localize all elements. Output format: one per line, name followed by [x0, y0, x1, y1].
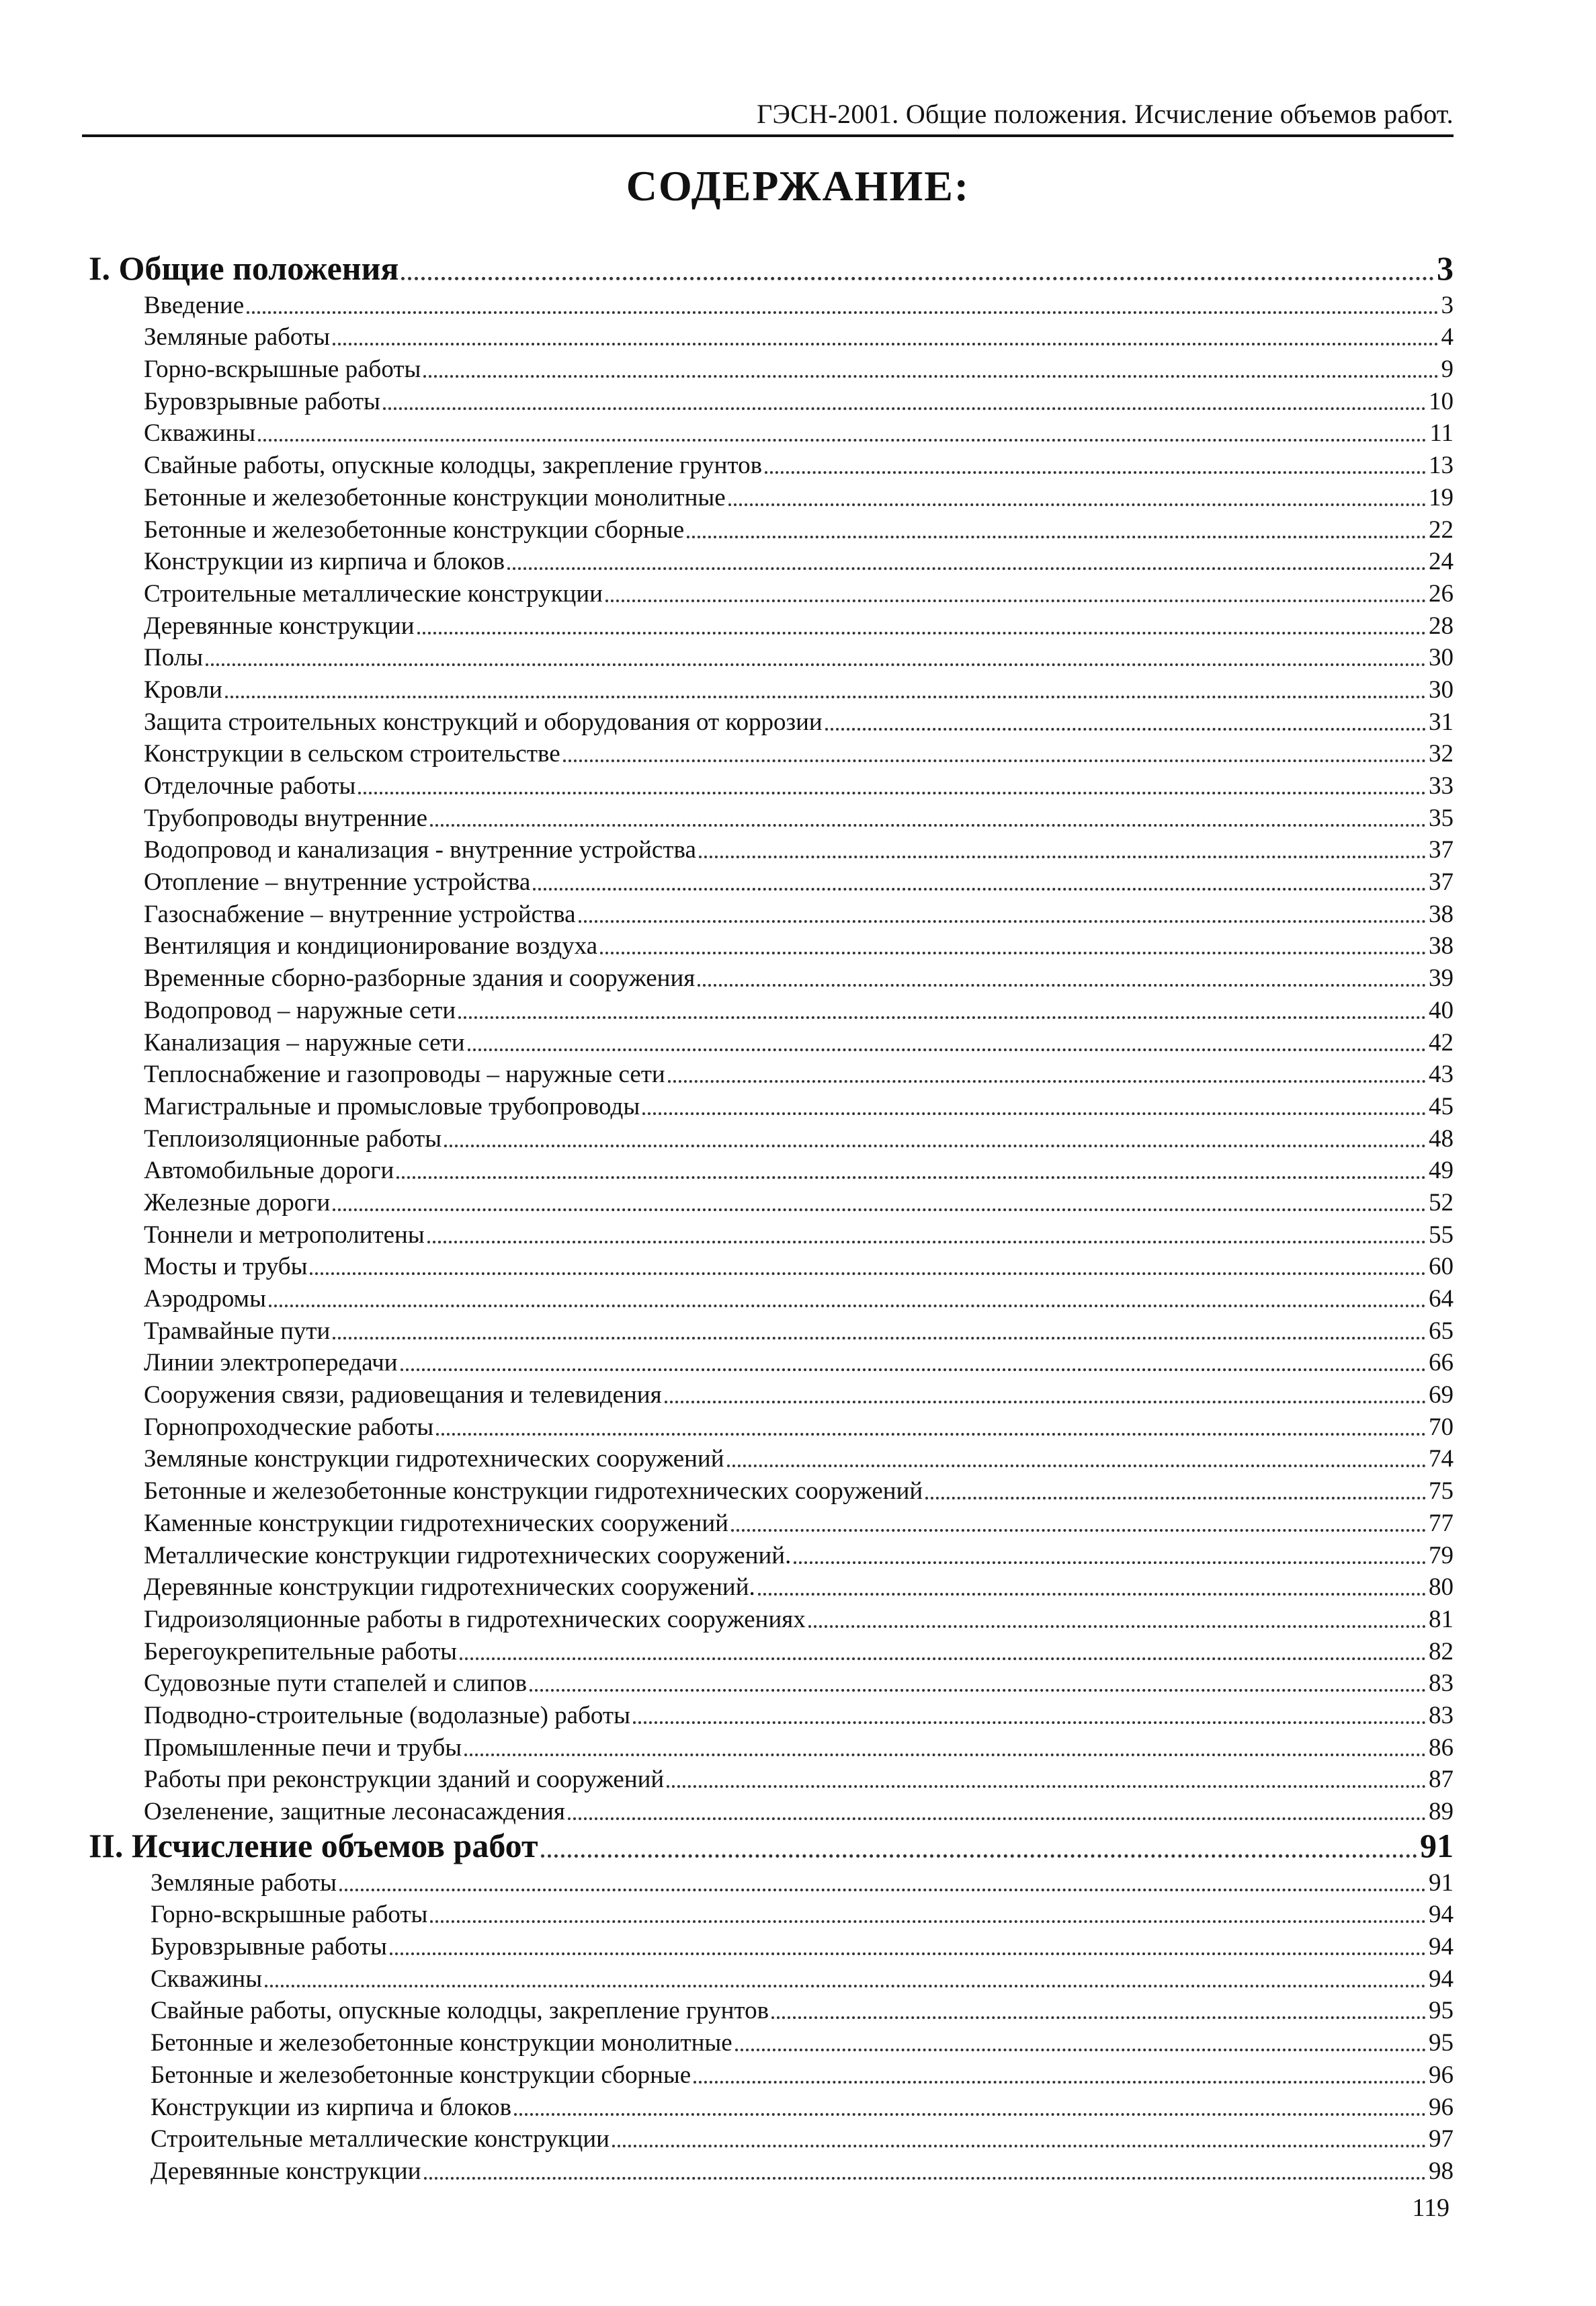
- toc-entry: [89, 737, 1454, 769]
- page-number: 119: [1412, 2194, 1450, 2222]
- toc-section-heading: [89, 1826, 1454, 1865]
- dot-leader: [258, 438, 1427, 442]
- toc-entry-label: Бетонные и железобетонные конструкции сборные: [151, 2061, 691, 2089]
- toc-entry-label: Горнопроходческие работы: [144, 1413, 434, 1441]
- toc-entry-page-number: 64: [1429, 1285, 1454, 1313]
- dot-leader: [390, 1952, 1426, 1955]
- toc-entry-label: Деревянные конструкции гидротехнических сооружений.: [144, 1573, 755, 1602]
- toc-entry-label: Промышленные печи и трубы: [144, 1733, 462, 1762]
- toc-entry-label: Защита строительных конструкций и оборудования от коррозии: [144, 708, 823, 736]
- toc-entry: [89, 1865, 1454, 1897]
- toc-entry: [89, 1281, 1454, 1313]
- dot-leader: [468, 1048, 1427, 1051]
- dot-leader: [436, 1432, 1426, 1436]
- toc-entry-page-number: 95: [1429, 1997, 1454, 2025]
- toc-entry: [89, 833, 1454, 865]
- toc-entry-label: Бетонные и железобетонные конструкции гидротехнических сооружений: [144, 1477, 923, 1506]
- toc-entry-label: Временные сборно-разборные здания и сооружения: [144, 964, 696, 993]
- dot-leader: [533, 887, 1426, 891]
- toc-entry-page-number: 89: [1429, 1798, 1454, 1825]
- toc-entry: [89, 1538, 1454, 1570]
- dot-leader: [568, 1817, 1426, 1820]
- dot-leader: [530, 1688, 1426, 1692]
- dot-leader: [396, 1176, 1426, 1179]
- toc-entry-label: Отопление – внутренние устройства: [144, 868, 531, 897]
- toc-entry-page-number: 19: [1429, 483, 1454, 511]
- toc-entry: [89, 1473, 1454, 1506]
- toc-entry-page-number: 38: [1429, 932, 1454, 960]
- toc-entry: [89, 2090, 1454, 2122]
- toc-entry: [89, 1634, 1454, 1666]
- toc-entry: [89, 1506, 1454, 1538]
- dot-leader: [265, 1984, 1426, 1987]
- toc-section-heading-label: II. Исчисление объемов работ: [89, 1827, 538, 1864]
- toc-entry: [89, 929, 1454, 961]
- toc-entry: [89, 993, 1454, 1025]
- dot-leader: [735, 2048, 1426, 2051]
- toc-entry-page-number: 94: [1429, 1933, 1454, 1961]
- toc-entry: [89, 1057, 1454, 1089]
- toc-entry-page-number: 69: [1429, 1381, 1454, 1409]
- toc-entry-label: Строительные металлические конструкции: [144, 579, 603, 608]
- toc-entry-label: Конструкции из кирпича и блоков: [144, 548, 505, 576]
- toc-entry-label: Конструкции из кирпича и блоков: [151, 2093, 512, 2121]
- toc-entry-label: Тоннели и метрополитены: [144, 1221, 425, 1249]
- toc-entry: [89, 544, 1454, 577]
- toc-entry-label: Железные дороги: [144, 1188, 331, 1217]
- table-of-contents: [89, 249, 1454, 2186]
- toc-entry-page-number: 70: [1429, 1413, 1454, 1441]
- dot-leader: [642, 1112, 1426, 1115]
- toc-entry: [89, 1377, 1454, 1409]
- toc-entry-label: Земляные конструкции гидротехнических сооружений: [144, 1445, 724, 1473]
- dot-leader: [333, 342, 1439, 345]
- dot-leader: [460, 1657, 1426, 1660]
- toc-entry-page-number: 97: [1429, 2125, 1454, 2153]
- running-header-title: ГЭСН-2001. Общие положения. Исчисление объемов работ.: [757, 99, 1454, 129]
- toc-entry-label: Буровзрывные работы: [151, 1933, 387, 1961]
- page-title: СОДЕРЖАНИЕ:: [626, 162, 970, 210]
- toc-entry-page-number: 39: [1429, 964, 1454, 993]
- toc-entry-label: Трубопроводы внутренние: [144, 804, 428, 832]
- toc-entry: [89, 768, 1454, 800]
- toc-entry-label: Строительные металлические конструкции: [151, 2125, 610, 2153]
- toc-entry-page-number: 77: [1429, 1509, 1454, 1537]
- toc-entry-page-number: 33: [1429, 772, 1454, 800]
- toc-entry: [89, 897, 1454, 929]
- dot-leader: [694, 2080, 1426, 2084]
- toc-entry-label: Линии электропередачи: [144, 1349, 398, 1377]
- toc-entry-page-number: 98: [1429, 2157, 1454, 2185]
- dot-leader: [310, 1272, 1426, 1275]
- toc-entry-label: Вентиляция и кондиционирование воздуха: [144, 932, 598, 960]
- dot-leader: [458, 1016, 1426, 1019]
- toc-entry-page-number: 95: [1429, 2029, 1454, 2057]
- toc-entry-page-number: 48: [1429, 1124, 1454, 1153]
- toc-entry-page-number: 37: [1429, 868, 1454, 897]
- toc-entry-label: Введение: [144, 291, 245, 319]
- dot-leader: [401, 1368, 1426, 1371]
- toc-entry: [89, 641, 1454, 673]
- toc-entry-page-number: 96: [1429, 2093, 1454, 2121]
- toc-entry-label: Земляные работы: [144, 323, 330, 352]
- toc-entry: [89, 704, 1454, 737]
- dot-leader: [728, 503, 1426, 506]
- toc-section-heading-page-number: 91: [1420, 1827, 1454, 1864]
- toc-entry: [89, 384, 1454, 416]
- toc-entry: [89, 1666, 1454, 1698]
- toc-entry-label: Озеленение, защитные лесонасаждения: [144, 1798, 565, 1825]
- toc-entry-page-number: 87: [1429, 1766, 1454, 1794]
- toc-entry-label: Свайные работы, опускные колодцы, закрепление грунтов: [144, 452, 763, 480]
- toc-entry-page-number: 65: [1429, 1317, 1454, 1345]
- header-divider: [82, 134, 1454, 137]
- toc-entry-page-number: 9: [1441, 356, 1454, 384]
- dot-leader: [605, 599, 1426, 602]
- toc-entry-label: Гидроизоляционные работы в гидротехнических сооружениях: [144, 1605, 806, 1633]
- toc-entry: [89, 2122, 1454, 2154]
- toc-entry-page-number: 32: [1429, 740, 1454, 768]
- toc-entry-label: Свайные работы, опускные колодцы, закрепление грунтов: [151, 1997, 769, 2025]
- toc-entry-label: Скважины: [151, 1965, 263, 1993]
- dot-leader: [427, 1240, 1426, 1243]
- dot-leader: [507, 567, 1426, 570]
- toc-entry: [89, 1249, 1454, 1282]
- toc-entry: [89, 672, 1454, 704]
- toc-section-heading-label: I. Общие положения: [89, 249, 399, 287]
- dot-leader: [514, 2112, 1426, 2116]
- toc-entry-page-number: 22: [1429, 516, 1454, 544]
- toc-entry-page-number: 66: [1429, 1349, 1454, 1377]
- toc-entry-page-number: 38: [1429, 900, 1454, 928]
- toc-entry-label: Работы при реконструкции зданий и сооружений: [144, 1766, 665, 1794]
- dot-leader: [541, 1854, 1417, 1858]
- toc-entry: [89, 288, 1454, 320]
- dot-leader: [765, 470, 1426, 474]
- toc-entry-label: Теплоснабжение и газопроводы – наружные сети: [144, 1061, 665, 1089]
- toc-entry-label: Конструкции в сельском строительстве: [144, 740, 560, 768]
- toc-entry-label: Газоснабжение – внутренние устройства: [144, 900, 576, 928]
- toc-entry: [89, 416, 1454, 448]
- dot-leader: [464, 1753, 1426, 1756]
- dot-leader: [563, 759, 1426, 762]
- toc-entry: [89, 1961, 1454, 1993]
- toc-entry-label: Буровзрывные работы: [144, 387, 380, 415]
- toc-entry-page-number: 75: [1429, 1477, 1454, 1506]
- toc-entry-label: Горно-вскрышные работы: [151, 1901, 428, 1929]
- toc-entry: [89, 1442, 1454, 1474]
- dot-leader: [430, 823, 1426, 827]
- toc-entry-page-number: 49: [1429, 1157, 1454, 1185]
- toc-entry: [89, 1570, 1454, 1602]
- toc-entry: [89, 1409, 1454, 1442]
- dot-leader: [339, 1888, 1426, 1891]
- toc-entry: [89, 352, 1454, 384]
- toc-section-heading-page-number: 3: [1437, 249, 1454, 287]
- toc-entry: [89, 1217, 1454, 1249]
- dot-leader: [579, 919, 1426, 923]
- toc-entry-label: Деревянные конструкции: [144, 612, 415, 640]
- toc-entry-page-number: 96: [1429, 2061, 1454, 2089]
- dot-leader: [247, 311, 1438, 314]
- toc-entry-label: Берегоукрепительные работы: [144, 1637, 457, 1665]
- toc-entry-page-number: 79: [1429, 1541, 1454, 1569]
- toc-entry: [89, 608, 1454, 641]
- dot-leader: [444, 1144, 1426, 1147]
- toc-entry-label: Земляные работы: [151, 1868, 337, 1897]
- dot-leader: [206, 663, 1426, 666]
- toc-entry-page-number: 86: [1429, 1733, 1454, 1762]
- dot-leader: [698, 983, 1426, 987]
- toc-entry: [89, 512, 1454, 544]
- toc-entry-page-number: 11: [1429, 419, 1454, 448]
- toc-entry-page-number: 28: [1429, 612, 1454, 640]
- toc-entry-page-number: 81: [1429, 1605, 1454, 1633]
- toc-entry-page-number: 80: [1429, 1573, 1454, 1602]
- toc-entry: [89, 1929, 1454, 1961]
- dot-leader: [771, 2016, 1426, 2019]
- toc-entry: [89, 1313, 1454, 1346]
- dot-leader: [417, 631, 1426, 634]
- dot-leader: [430, 1920, 1426, 1923]
- dot-leader: [687, 535, 1426, 538]
- toc-entry-label: Скважины: [144, 419, 256, 448]
- dot-leader: [333, 1208, 1426, 1211]
- toc-entry-page-number: 74: [1429, 1445, 1454, 1473]
- toc-entry: [89, 1794, 1454, 1826]
- toc-entry-page-number: 26: [1429, 579, 1454, 608]
- dot-leader: [269, 1304, 1426, 1307]
- dot-leader: [612, 2144, 1426, 2147]
- toc-entry: [89, 960, 1454, 993]
- dot-leader: [423, 374, 1438, 378]
- dot-leader: [668, 1079, 1426, 1083]
- toc-entry-page-number: 83: [1429, 1701, 1454, 1729]
- toc-entry: [89, 1602, 1454, 1634]
- dot-leader: [925, 1496, 1426, 1499]
- toc-entry-label: Автомобильные дороги: [144, 1157, 394, 1185]
- toc-entry: [89, 1185, 1454, 1217]
- toc-entry: [89, 1897, 1454, 1930]
- toc-entry-label: Сооружения связи, радиовещания и телевидения: [144, 1381, 662, 1409]
- toc-entry-page-number: 94: [1429, 1965, 1454, 1993]
- toc-entry-label: Бетонные и железобетонные конструкции сборные: [144, 516, 685, 544]
- toc-entry-page-number: 4: [1441, 323, 1454, 352]
- toc-entry: [89, 1993, 1454, 2026]
- toc-entry: [89, 2153, 1454, 2186]
- dot-leader: [699, 855, 1426, 858]
- toc-entry-label: Бетонные и железобетонные конструкции монолитные: [144, 483, 726, 511]
- toc-entry-label: Теплоизоляционные работы: [144, 1124, 442, 1153]
- dot-leader: [600, 951, 1426, 954]
- toc-entry: [89, 800, 1454, 833]
- toc-entry-page-number: 40: [1429, 996, 1454, 1024]
- toc-entry-page-number: 13: [1429, 452, 1454, 480]
- toc-entry-label: Трамвайные пути: [144, 1317, 331, 1345]
- toc-entry-page-number: 35: [1429, 804, 1454, 832]
- dot-leader: [825, 727, 1426, 731]
- toc-entry: [89, 1121, 1454, 1153]
- toc-entry-label: Аэродромы: [144, 1285, 266, 1313]
- dot-leader: [731, 1528, 1426, 1532]
- toc-entry: [89, 1089, 1454, 1121]
- toc-entry-page-number: 94: [1429, 1901, 1454, 1929]
- toc-entry: [89, 1346, 1454, 1378]
- toc-entry-page-number: 45: [1429, 1092, 1454, 1120]
- dot-leader: [808, 1624, 1426, 1628]
- toc-entry-label: Полы: [144, 644, 204, 672]
- toc-entry-label: Магистральные и промысловые трубопроводы: [144, 1092, 640, 1120]
- toc-entry-page-number: 83: [1429, 1670, 1454, 1698]
- toc-entry-page-number: 55: [1429, 1221, 1454, 1249]
- toc-entry: [89, 1730, 1454, 1762]
- toc-entry: [89, 448, 1454, 480]
- toc-entry-label: Бетонные и железобетонные конструкции монолитные: [151, 2029, 732, 2057]
- toc-entry-page-number: 37: [1429, 836, 1454, 864]
- toc-entry-page-number: 10: [1429, 387, 1454, 415]
- toc-entry-page-number: 82: [1429, 1637, 1454, 1665]
- dot-leader: [665, 1400, 1426, 1403]
- toc-entry-page-number: 42: [1429, 1028, 1454, 1057]
- toc-entry-page-number: 31: [1429, 708, 1454, 736]
- toc-entry-page-number: 30: [1429, 675, 1454, 704]
- toc-entry-label: Водопровод и канализация - внутренние устройства: [144, 836, 696, 864]
- toc-entry: [89, 2025, 1454, 2057]
- toc-entry-label: Подводно-строительные (водолазные) работы: [144, 1701, 630, 1729]
- toc-entry: [89, 576, 1454, 608]
- dot-leader: [758, 1592, 1426, 1596]
- toc-entry-page-number: 30: [1429, 644, 1454, 672]
- toc-entry: [89, 1698, 1454, 1730]
- toc-entry-label: Отделочные работы: [144, 772, 356, 800]
- dot-leader: [667, 1784, 1426, 1788]
- toc-entry-label: Металлические конструкции гидротехнических сооружений.: [144, 1541, 792, 1569]
- toc-entry-page-number: 24: [1429, 548, 1454, 576]
- toc-entry-page-number: 52: [1429, 1188, 1454, 1217]
- dot-leader: [383, 407, 1426, 410]
- toc-entry: [89, 1762, 1454, 1795]
- toc-entry-label: Судовозные пути стапелей и слипов: [144, 1670, 528, 1698]
- toc-entry: [89, 864, 1454, 897]
- toc-entry: [89, 1153, 1454, 1186]
- toc-entry-label: Канализация – наружные сети: [144, 1028, 465, 1057]
- dot-leader: [727, 1464, 1426, 1467]
- toc-entry: [89, 480, 1454, 512]
- dot-leader: [333, 1336, 1426, 1340]
- dot-leader: [794, 1561, 1426, 1564]
- toc-entry-label: Мосты и трубы: [144, 1253, 308, 1281]
- toc-entry: [89, 1025, 1454, 1057]
- toc-entry-page-number: 43: [1429, 1061, 1454, 1089]
- toc-entry: [89, 2057, 1454, 2090]
- toc-entry-page-number: 60: [1429, 1253, 1454, 1281]
- dot-leader: [225, 695, 1426, 698]
- dot-leader: [424, 2176, 1426, 2180]
- toc-entry-page-number: 3: [1441, 291, 1454, 319]
- toc-section-heading: [89, 249, 1454, 288]
- toc-entry-label: Горно-вскрышные работы: [144, 356, 421, 384]
- toc-entry-label: Каменные конструкции гидротехнических сооружений: [144, 1509, 728, 1537]
- toc-entry: [89, 320, 1454, 352]
- toc-entry-label: Кровли: [144, 675, 222, 704]
- toc-entry-label: Деревянные конструкции: [151, 2157, 421, 2185]
- dot-leader: [358, 791, 1426, 794]
- dot-leader: [633, 1721, 1426, 1724]
- dot-leader: [401, 276, 1434, 280]
- toc-entry-label: Водопровод – наружные сети: [144, 996, 456, 1024]
- toc-entry-page-number: 91: [1429, 1868, 1454, 1897]
